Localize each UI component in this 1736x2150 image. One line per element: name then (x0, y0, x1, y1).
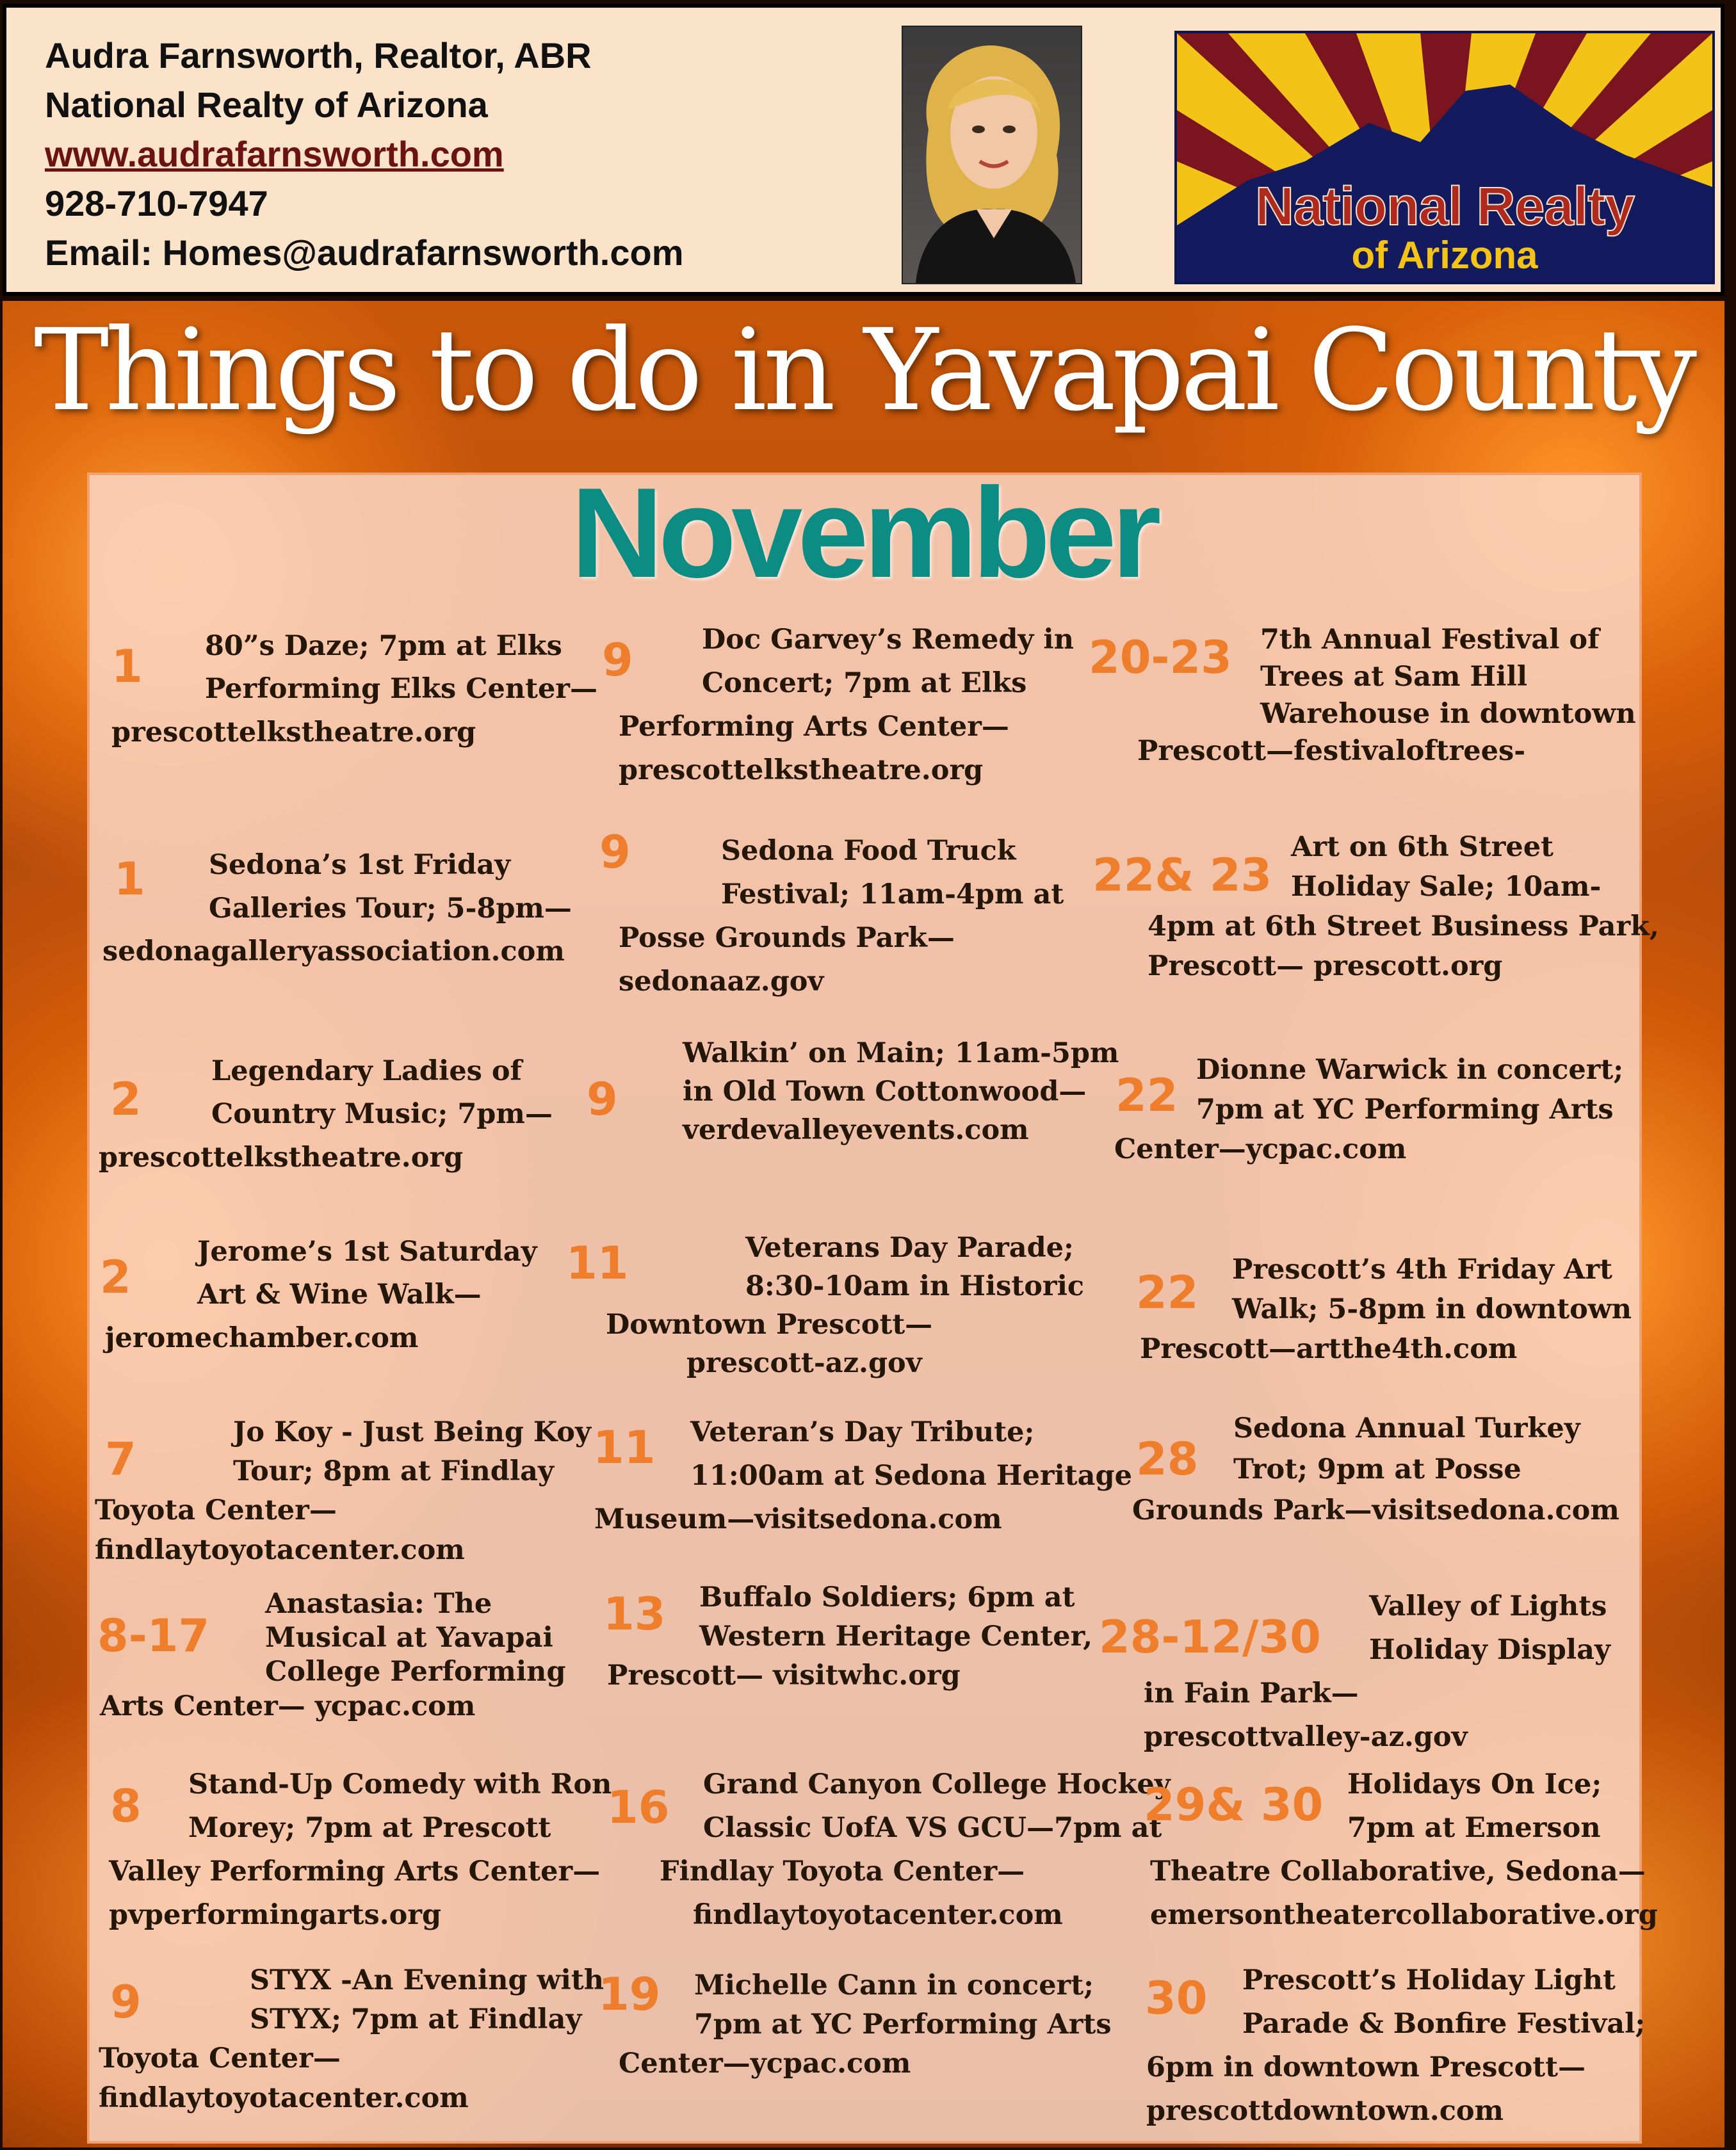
event-line: Warehouse in downtown (1260, 698, 1636, 730)
event-line: College Performing (265, 1656, 566, 1688)
event-line: STYX -An Evening with (250, 1964, 604, 1996)
event-date: 9 (599, 826, 631, 878)
event-line: Center—ycpac.com (1114, 1133, 1407, 1165)
event-line: Buffalo Soldiers; 6pm at (699, 1581, 1075, 1613)
event-line: Theatre Collaborative, Sedona— (1150, 1855, 1646, 1887)
event-date: 2 (100, 1251, 131, 1304)
event-line: Holiday Display (1369, 1634, 1610, 1666)
event-date: 20-23 (1089, 631, 1232, 684)
event-line: prescottelkstheatre.org (619, 754, 984, 786)
agent-header (3, 4, 1724, 296)
event-line: Center—ycpac.com (619, 2048, 911, 2080)
event-line: Grand Canyon College Hockey (703, 1768, 1171, 1800)
event-line: verdevalleyevents.com (683, 1114, 1029, 1146)
event-line: Michelle Cann in concert; (694, 1969, 1094, 2001)
event-line: Stand-Up Comedy with Ron (188, 1768, 612, 1800)
event-line: Trot; 9pm at Posse (1233, 1453, 1521, 1485)
event-line: Holiday Sale; 10am- (1291, 871, 1602, 903)
event-line: 7pm at Emerson (1347, 1812, 1601, 1844)
event-date: 22 (1115, 1069, 1178, 1122)
event-line: Galleries Tour; 5-8pm— (209, 893, 572, 925)
event-date: 13 (603, 1588, 666, 1640)
event-line: Toyota Center— (95, 1494, 337, 1526)
month-heading: November (571, 462, 1156, 604)
event-line: Holidays On Ice; (1347, 1768, 1602, 1800)
event-line: Sedona Annual Turkey (1233, 1412, 1580, 1444)
event-line: Valley Performing Arts Center— (109, 1855, 601, 1887)
event-date: 11 (566, 1237, 629, 1289)
event-line: Performing Arts Center— (619, 711, 1009, 743)
event-line: Concert; 7pm at Elks (702, 667, 1027, 699)
event-date: 9 (110, 1976, 142, 2028)
event-line: Performing Elks Center— (205, 673, 597, 705)
agent-company: National Realty of Arizona (45, 85, 488, 125)
event-line: Trees at Sam Hill (1260, 661, 1528, 693)
logo-text-national-realty: National Realty (1255, 176, 1634, 236)
event-line: 80”s Daze; 7pm at Elks (205, 630, 562, 662)
event-line: Dionne Warwick in concert; (1196, 1054, 1624, 1086)
event-line: Tour; 8pm at Findlay (233, 1455, 555, 1487)
event-line: 7pm at YC Performing Arts (694, 2009, 1112, 2041)
event-date: 16 (607, 1781, 670, 1834)
event-line: Parade & Bonfire Festival; (1242, 2008, 1646, 2040)
event-line: prescottelkstheatre.org (111, 716, 476, 748)
event-line: sedonagalleryassociation.com (102, 935, 565, 967)
event-line: Anastasia: The (265, 1588, 492, 1620)
event-line: Festival; 11am-4pm at (721, 878, 1064, 910)
event-line: Classic UofA VS GCU—7pm at (703, 1812, 1162, 1844)
event-line: Valley of Lights (1369, 1590, 1607, 1622)
event-line: prescott-az.gov (686, 1347, 922, 1379)
event-line: Veteran’s Day Tribute; (690, 1416, 1035, 1448)
event-line: prescottelkstheatre.org (99, 1142, 464, 1174)
event-line: prescottvalley-az.gov (1144, 1721, 1468, 1753)
event-line: pvperformingarts.org (109, 1899, 442, 1931)
event-line: jeromechamber.com (105, 1322, 419, 1354)
event-line: in Old Town Cottonwood— (683, 1076, 1087, 1108)
event-line: in Fain Park— (1144, 1677, 1359, 1709)
event-line: Sedona’s 1st Friday (209, 849, 511, 881)
event-line: 6pm in downtown Prescott— (1146, 2051, 1586, 2083)
event-line: Findlay Toyota Center— (660, 1855, 1025, 1887)
event-line: Morey; 7pm at Prescott (188, 1812, 551, 1844)
event-line: 11:00am at Sedona Heritage (690, 1460, 1132, 1492)
events-poster (3, 301, 1724, 2147)
event-line: Art & Wine Walk— (197, 1279, 482, 1311)
event-date: 22& 23 (1092, 849, 1272, 901)
event-date: 2 (110, 1073, 142, 1126)
event-line: Posse Grounds Park— (619, 922, 955, 954)
event-line: Prescott’s Holiday Light (1242, 1964, 1616, 1996)
event-line: Prescott—artthe4th.com (1140, 1333, 1518, 1365)
event-line: 4pm at 6th Street Business Park, (1148, 910, 1659, 942)
logo-text-of-arizona: of Arizona (1351, 234, 1538, 277)
event-date: 28-12/30 (1099, 1611, 1321, 1663)
event-line: Prescott—festivaloftrees- (1137, 735, 1526, 767)
event-line: findlaytoyotacenter.com (95, 1534, 465, 1566)
event-date: 19 (598, 1968, 661, 2021)
event-line: sedonaaz.gov (619, 966, 824, 998)
poster-title: Things to do in Yavapai County (33, 305, 1694, 436)
event-date: 28 (1136, 1433, 1199, 1485)
event-line: Legendary Ladies of (211, 1055, 523, 1087)
event-line: findlaytoyotacenter.com (99, 2082, 469, 2114)
event-line: 7pm at YC Performing Arts (1196, 1094, 1614, 1126)
event-date: 1 (111, 640, 143, 693)
event-date: 9 (602, 634, 633, 686)
event-line: Jerome’s 1st Saturday (197, 1236, 537, 1268)
event-line: Prescott— visitwhc.org (607, 1660, 961, 1692)
event-date: 8 (110, 1780, 142, 1832)
event-line: Veterans Day Parade; (745, 1232, 1074, 1264)
event-line: findlaytoyotacenter.com (693, 1899, 1063, 1931)
national-realty-logo (1174, 31, 1715, 284)
event-line: Art on 6th Street (1291, 831, 1553, 863)
event-line: 7th Annual Festival of (1260, 624, 1600, 656)
agent-name: Audra Farnsworth, Realtor, ABR (45, 35, 592, 76)
event-date: 22 (1136, 1266, 1199, 1319)
event-date: 30 (1145, 1972, 1208, 2025)
agent-email: Email: Homes@audrafarnsworth.com (45, 232, 684, 273)
event-line: 8:30-10am in Historic (745, 1270, 1085, 1302)
event-date: 29& 30 (1144, 1779, 1324, 1831)
event-line: STYX; 7pm at Findlay (250, 2003, 582, 2035)
event-line: Arts Center— ycpac.com (100, 1690, 476, 1722)
agent-photo (902, 26, 1082, 284)
event-line: Prescott— prescott.org (1148, 950, 1503, 982)
event-date: 8-17 (97, 1610, 210, 1662)
event-line: Jo Koy - Just Being Koy (233, 1416, 591, 1448)
agent-portrait-icon (903, 27, 1081, 283)
event-date: 9 (587, 1073, 618, 1126)
event-line: Toyota Center— (99, 2042, 341, 2074)
event-line: Country Music; 7pm— (211, 1098, 553, 1130)
event-line: prescottdowntown.com (1146, 2095, 1504, 2127)
event-line: Doc Garvey’s Remedy in (702, 624, 1074, 656)
event-line: Grounds Park—visitsedona.com (1132, 1494, 1619, 1526)
event-line: Western Heritage Center, (699, 1621, 1093, 1653)
event-date: 1 (114, 853, 145, 905)
event-line: Walkin’ on Main; 11am-5pm (683, 1037, 1119, 1069)
event-line: Sedona Food Truck (721, 835, 1016, 867)
agent-phone: 928-710-7947 (45, 183, 268, 223)
event-date: 7 (105, 1433, 136, 1485)
event-line: Museum—visitsedona.com (594, 1503, 1002, 1535)
event-line: Musical at Yavapai (265, 1622, 553, 1654)
event-line: emersontheatercollaborative.org (1150, 1899, 1658, 1931)
agent-website-link[interactable]: www.audrafarnsworth.com (45, 134, 504, 174)
event-line: Walk; 5-8pm in downtown (1232, 1293, 1632, 1325)
event-line: Prescott’s 4th Friday Art (1232, 1254, 1612, 1286)
event-line: Downtown Prescott— (606, 1309, 933, 1341)
event-date: 11 (593, 1421, 656, 1474)
